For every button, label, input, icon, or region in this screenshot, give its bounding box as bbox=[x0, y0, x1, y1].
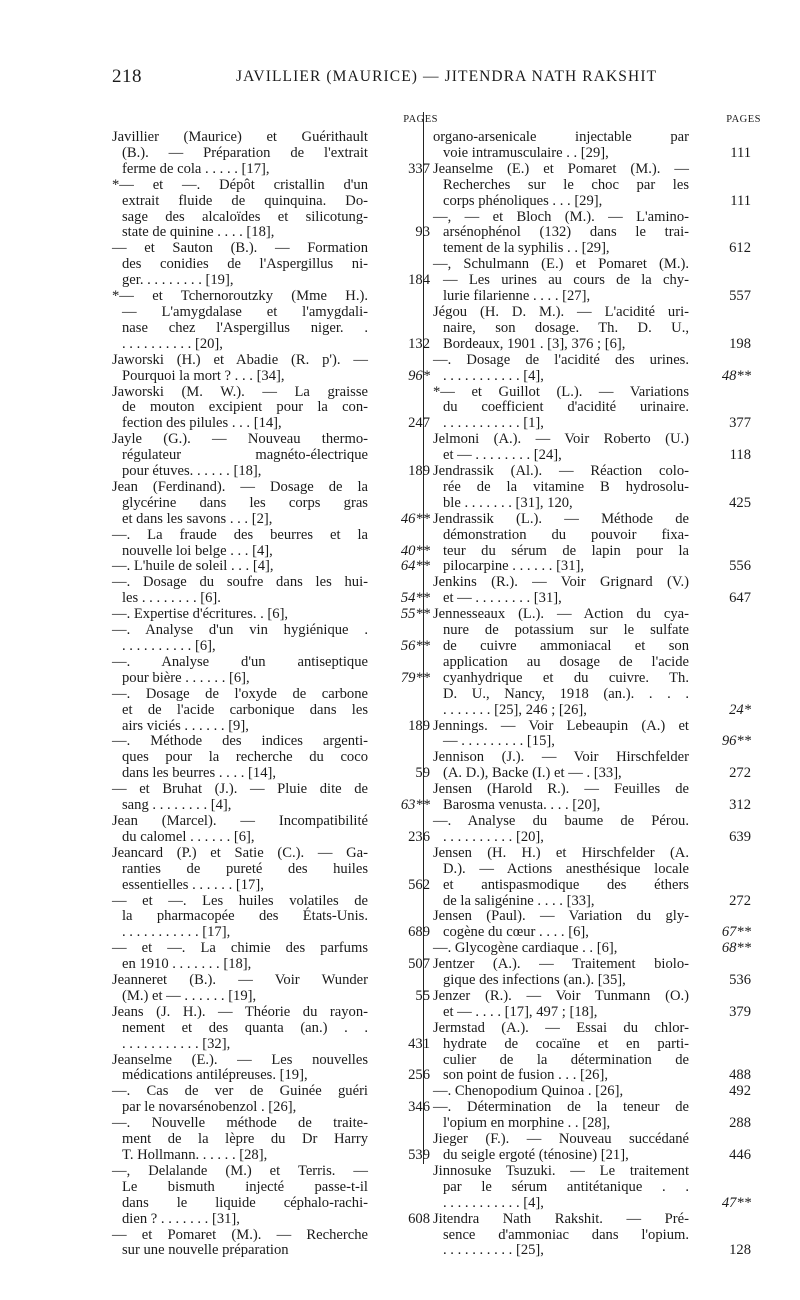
entry-text-line: teur du sérum de lapin pour la bbox=[443, 542, 689, 559]
entry-text-line: et de l'acide carbonique dans les bbox=[122, 701, 368, 718]
entry-text-line: Jennings. — Voir Lebeaupin (A.) et bbox=[433, 717, 689, 734]
entry-page-number: 446 bbox=[729, 1147, 751, 1163]
entry-page-number: 689 bbox=[408, 924, 430, 941]
index-entry bbox=[433, 782, 751, 814]
entry-text-line: — et —. La chimie des parfums bbox=[112, 940, 368, 957]
right-entry-list bbox=[433, 130, 751, 1259]
entry-text-line: les . . . . . . . . [6]. bbox=[122, 590, 221, 607]
entry-text-line: régulateur magnéto-électrique bbox=[122, 447, 368, 464]
entry-text-line: ment de la lèpre du Dr Harry bbox=[122, 1131, 368, 1148]
index-entry bbox=[112, 432, 430, 480]
entry-text-line: *— et Guillot (L.). — Variations bbox=[433, 383, 689, 400]
entry-page-number: 539 bbox=[408, 1147, 430, 1163]
entry-page-number: 79** bbox=[400, 669, 430, 686]
index-entry bbox=[112, 130, 430, 178]
entry-page-number: 68** bbox=[721, 940, 751, 957]
index-entry bbox=[112, 1228, 430, 1260]
entry-text-line: Jenzer (R.). — Voir Tunmann (O.) bbox=[433, 987, 689, 1004]
entry-page-number: 118 bbox=[729, 447, 751, 464]
entry-text-line: —. La fraude des beurres et la bbox=[112, 526, 368, 543]
entry-text-line: tement de la syphilis . . [29], bbox=[443, 240, 610, 257]
entry-text-line: Jensen (H. H.) et Hirschfelder (A. bbox=[433, 844, 689, 861]
entry-text-line: — et —. Les huiles volatiles de bbox=[112, 892, 368, 909]
entry-page-number: 612 bbox=[729, 240, 751, 257]
entry-text-line: . . . . . . . [25], 246 ; [26], bbox=[443, 701, 587, 718]
entry-text-line: state de quinine . . . . [18], bbox=[122, 224, 275, 241]
entry-text-line: voie intramusculaire . . [29], bbox=[443, 144, 609, 161]
entry-text-line: . . . . . . . . . . [20], bbox=[122, 335, 223, 352]
index-entry bbox=[433, 257, 751, 305]
index-entry bbox=[112, 1116, 430, 1164]
entry-text-line: . . . . . . . . . . . [1], bbox=[443, 415, 544, 432]
index-entry bbox=[433, 1132, 751, 1164]
index-entry bbox=[112, 241, 430, 289]
entry-text-line: Jeanselme (E.) et Pomaret (M.). — bbox=[433, 160, 689, 177]
entry-page-number: 377 bbox=[729, 415, 751, 432]
entry-text-line: (A. D.), Backe (I.) et — . [33], bbox=[443, 765, 622, 782]
entry-page-number: 189 bbox=[408, 463, 430, 480]
entry-text-line: . . . . . . . . . . . [32], bbox=[122, 1035, 231, 1052]
entry-text-line: par le novarsénobenzol . [26], bbox=[122, 1099, 297, 1116]
index-entry bbox=[112, 559, 430, 575]
entry-text-line: . . . . . . . . . . [20], bbox=[443, 828, 544, 845]
entry-text-line: sur une nouvelle préparation bbox=[122, 1242, 289, 1259]
entry-text-line: Jaworski (M. W.). — La graisse bbox=[112, 383, 368, 400]
entry-text-line: dien ? . . . . . . . [31], bbox=[122, 1210, 240, 1227]
entry-text-line: Barosma venusta. . . . [20], bbox=[443, 797, 601, 814]
entry-text-line: . . . . . . . . . . . [17], bbox=[122, 924, 231, 941]
index-entry bbox=[112, 655, 430, 687]
index-entry bbox=[112, 1164, 430, 1228]
index-entry bbox=[433, 909, 751, 941]
page-number: 218 bbox=[112, 66, 142, 87]
entry-text-line: Jeanselme (E.). — Les nouvelles bbox=[112, 1051, 368, 1068]
index-entry bbox=[433, 385, 751, 433]
entry-page-number: 67** bbox=[721, 924, 751, 941]
entry-text-line: D. U., Nancy, 1918 (an.). . . . bbox=[443, 685, 689, 702]
index-entry bbox=[112, 687, 430, 735]
entry-text-line: (B.). — Préparation de l'extrait bbox=[122, 144, 368, 161]
index-entry bbox=[433, 989, 751, 1021]
entry-text-line: dans les beurres . . . . [14], bbox=[122, 765, 277, 782]
index-entry bbox=[112, 782, 430, 814]
index-entry bbox=[433, 1021, 751, 1085]
entry-text-line: et antispasmodique des éthers bbox=[443, 876, 689, 893]
entry-page-number: 54** bbox=[400, 590, 430, 607]
entry-page-number: 96* bbox=[408, 367, 430, 384]
entry-text-line: . . . . . . . . . . [6], bbox=[122, 638, 216, 654]
entry-text-line: Javillier (Maurice) et Guérithault bbox=[112, 129, 368, 145]
entry-text-line: T. Hollmann. . . . . . [28], bbox=[122, 1147, 268, 1163]
entry-text-line: —. Glycogène cardiaque . . [6], bbox=[433, 940, 618, 957]
entry-page-number: 379 bbox=[729, 1003, 751, 1020]
entry-page-number: 111 bbox=[730, 192, 751, 209]
index-entry bbox=[433, 305, 751, 353]
index-entry bbox=[433, 1084, 751, 1100]
entry-text-line: — et Bruhat (J.). — Pluie dite de bbox=[112, 781, 368, 798]
entry-text-line: médications antilépreuses. [19], bbox=[122, 1067, 308, 1084]
entry-text-line: Jennison (J.). — Voir Hirschfelder bbox=[433, 749, 689, 766]
entry-text-line: du seigle ergoté (ténosine) [21], bbox=[443, 1147, 629, 1163]
entry-text-line: Recherches sur le choc par les bbox=[443, 176, 689, 193]
entry-text-line: ger. . . . . . . . . [19], bbox=[122, 272, 234, 289]
entry-text-line: la pharmacopée des États-Unis. bbox=[122, 908, 368, 925]
entry-text-line: Jelmoni (A.). — Voir Roberto (U.) bbox=[433, 431, 689, 448]
entry-text-line: fection des pilules . . . [14], bbox=[122, 415, 282, 432]
entry-page-number: 128 bbox=[729, 1242, 751, 1259]
entry-text-line: sence d'ammoniac dans l'opium. bbox=[443, 1226, 689, 1243]
entry-text-line: l'opium en morphine . . [28], bbox=[443, 1115, 611, 1132]
entry-text-line: *— et —. Dépôt cristallin d'un bbox=[112, 176, 368, 193]
entry-text-line: airs viciés . . . . . . [9], bbox=[122, 717, 249, 734]
entry-page-number: 536 bbox=[729, 972, 751, 989]
entry-text-line: Jean (Ferdinand). — Dosage de la bbox=[112, 478, 368, 495]
entry-page-number: 46** bbox=[400, 510, 430, 527]
entry-text-line: —. L'huile de soleil . . . [4], bbox=[112, 558, 274, 575]
entry-text-line: culier de la détermination de bbox=[443, 1051, 689, 1068]
index-entry bbox=[433, 210, 751, 258]
entry-text-line: —. Chenopodium Quinoa . [26], bbox=[433, 1083, 624, 1100]
entry-text-line: —. Cas de ver de Guinée guéri bbox=[112, 1083, 368, 1100]
entry-text-line: . . . . . . . . . . [25], bbox=[443, 1242, 544, 1259]
entry-page-number: 184 bbox=[408, 272, 430, 289]
index-entry bbox=[433, 575, 751, 607]
entry-page-number: 247 bbox=[408, 415, 430, 432]
index-entry bbox=[112, 734, 430, 782]
entry-text-line: —, Schulmann (E.) et Pomaret (M.). bbox=[433, 256, 689, 273]
entry-page-number: 557 bbox=[729, 288, 751, 305]
entry-text-line: démonstration du pouvoir fixa- bbox=[443, 526, 689, 543]
entry-text-line: cogène du cœur . . . . [6], bbox=[443, 924, 589, 941]
entry-text-line: Bordeaux, 1901 . [3], 376 ; [6], bbox=[443, 335, 626, 352]
index-entry bbox=[112, 846, 430, 894]
entry-text-line: Jean (Marcel). — Incompatibilité bbox=[112, 812, 368, 829]
index-entry bbox=[433, 957, 751, 989]
entry-text-line: et — . . . . [17], 497 ; [18], bbox=[443, 1003, 598, 1020]
index-entry bbox=[112, 607, 430, 623]
entry-text-line: pilocarpine . . . . . . [31], bbox=[443, 558, 585, 575]
entry-text-line: par le sérum antitétanique . . bbox=[443, 1178, 689, 1195]
entry-page-number: 59 bbox=[415, 765, 430, 782]
entry-text-line: Le bismuth injecté passe-t-il bbox=[122, 1178, 368, 1195]
index-entry bbox=[433, 432, 751, 464]
entry-text-line: arsénophénol (132) dans le trai- bbox=[443, 224, 689, 241]
entry-page-number: 425 bbox=[729, 494, 751, 511]
index-entry bbox=[112, 528, 430, 560]
entry-text-line: de cuivre ammoniacal et son bbox=[443, 638, 689, 654]
entry-text-line: en 1910 . . . . . . . [18], bbox=[122, 956, 252, 973]
index-entry bbox=[112, 814, 430, 846]
entry-text-line: Jennesseaux (L.). — Action du cya- bbox=[433, 606, 689, 623]
entry-text-line: Jeancard (P.) et Satie (C.). — Ga- bbox=[112, 844, 368, 861]
entry-text-line: ble . . . . . . . [31], 120, bbox=[443, 494, 573, 511]
entry-text-line: rée de la vitamine B hydrosolu- bbox=[443, 478, 689, 495]
entry-text-line: Jégou (H. D. M.). — L'acidité uri- bbox=[433, 303, 689, 320]
entry-page-number: 272 bbox=[729, 892, 751, 909]
index-entry bbox=[112, 289, 430, 353]
entry-text-line: gique des infections (an.). [35], bbox=[443, 972, 626, 989]
entry-text-line: Jentzer (A.). — Traitement biolo- bbox=[433, 956, 689, 973]
index-entry bbox=[433, 941, 751, 957]
entry-text-line: pour bière . . . . . . [6], bbox=[122, 669, 250, 686]
entry-page-number: 507 bbox=[408, 956, 430, 973]
entry-text-line: cyanhydrique et du cuivre. Th. bbox=[443, 669, 689, 686]
index-entry bbox=[433, 607, 751, 718]
entry-page-number: 198 bbox=[729, 335, 751, 352]
index-entry bbox=[112, 973, 430, 1005]
entry-text-line: Jaworski (H.) et Abadie (R. p'). — bbox=[112, 351, 368, 368]
entry-text-line: ques pour la recherche du coco bbox=[122, 749, 368, 766]
index-entry bbox=[112, 1005, 430, 1053]
entry-text-line: Jieger (F.). — Nouveau succédané bbox=[433, 1131, 689, 1148]
entry-page-number: 312 bbox=[729, 797, 751, 814]
entry-page-number: 132 bbox=[408, 335, 430, 352]
entry-text-line: —. Dosage de l'oxyde de carbone bbox=[112, 685, 368, 702]
index-entry bbox=[433, 162, 751, 210]
index-entry bbox=[112, 178, 430, 242]
entry-text-line: Jeans (J. H.). — Théorie du rayon- bbox=[112, 1003, 368, 1020]
entry-text-line: —. Analyse du baume de Pérou. bbox=[433, 812, 689, 829]
entry-page-number: 647 bbox=[729, 590, 751, 607]
index-entry bbox=[112, 480, 430, 528]
entry-text-line: . . . . . . . . . . . [4], bbox=[443, 1194, 544, 1211]
entry-text-line: son point de fusion . . . [26], bbox=[443, 1067, 608, 1084]
entry-page-number: 55** bbox=[400, 606, 430, 623]
entry-text-line: lurie filarienne . . . . [27], bbox=[443, 288, 591, 305]
entry-text-line: — et Sauton (B.). — Formation bbox=[112, 240, 368, 257]
entry-text-line: *— et Tchernoroutzky (Mme H.). bbox=[112, 288, 368, 305]
entry-text-line: nase chez l'Aspergillus niger. . bbox=[122, 319, 368, 336]
entry-page-number: 96** bbox=[721, 733, 751, 750]
entry-page-number: 488 bbox=[729, 1067, 751, 1084]
entry-text-line: sage des alcaloïdes et silicotung- bbox=[122, 208, 368, 225]
entry-text-line: du coefficient d'acidité urinaire. bbox=[443, 399, 689, 416]
entry-text-line: ferme de cola . . . . . [17], bbox=[122, 160, 270, 177]
entry-page-number: 189 bbox=[408, 717, 430, 734]
index-entry bbox=[112, 941, 430, 973]
entry-page-number: 47** bbox=[721, 1194, 751, 1211]
entry-text-line: organo-arsenicale injectable par bbox=[433, 129, 689, 145]
entry-text-line: du calomel . . . . . . [6], bbox=[122, 828, 255, 845]
entry-text-line: de la saligénine . . . . [33], bbox=[443, 892, 595, 909]
entry-text-line: essentielles . . . . . . [17], bbox=[122, 876, 264, 893]
entry-page-number: 93 bbox=[415, 224, 430, 241]
entry-text-line: de mouton excipient pour la con- bbox=[122, 399, 368, 416]
left-entry-list bbox=[112, 130, 430, 1259]
entry-text-line: —, — et Bloch (M.). — L'amino- bbox=[433, 208, 689, 225]
entry-text-line: hydrate de cocaïne et en parti- bbox=[443, 1035, 689, 1052]
entry-text-line: Jermstad (A.). — Essai du chlor- bbox=[433, 1019, 689, 1036]
index-entry bbox=[112, 1053, 430, 1085]
entry-page-number: 56** bbox=[400, 638, 430, 654]
index-entry bbox=[433, 130, 751, 162]
index-entry bbox=[433, 1212, 751, 1260]
entry-text-line: Jinnosuke Tsuzuki. — Le traitement bbox=[433, 1162, 689, 1179]
index-entry bbox=[112, 623, 430, 655]
entry-text-line: extrait fluide de quinquina. Do- bbox=[122, 192, 368, 209]
pages-column-header: PAGES bbox=[403, 114, 438, 125]
entry-text-line: et — . . . . . . . . [31], bbox=[443, 590, 562, 607]
entry-text-line: D.). — Actions anesthésique locale bbox=[443, 860, 689, 877]
entry-text-line: nouvelle loi belge . . . [4], bbox=[122, 542, 273, 559]
entry-text-line: Pourquoi la mort ? . . . [34], bbox=[122, 367, 285, 384]
entry-page-number: 24* bbox=[729, 701, 751, 718]
entry-page-number: 40** bbox=[400, 542, 430, 559]
entry-text-line: Jitendra Nath Rakshit. — Pré- bbox=[433, 1210, 689, 1227]
entry-text-line: glycérine dans les corps gras bbox=[122, 494, 368, 511]
left-column bbox=[112, 114, 438, 1274]
entry-page-number: 492 bbox=[729, 1083, 751, 1100]
entry-page-number: 431 bbox=[408, 1035, 430, 1052]
entry-page-number: 337 bbox=[408, 160, 430, 177]
index-entry bbox=[112, 894, 430, 942]
entry-page-number: 288 bbox=[729, 1115, 751, 1132]
index-entry bbox=[433, 353, 751, 385]
entry-text-line: —. Détermination de la teneur de bbox=[433, 1099, 689, 1116]
running-header bbox=[0, 66, 800, 88]
entry-text-line: — . . . . . . . . . [15], bbox=[443, 733, 555, 750]
entry-text-line: Jayle (G.). — Nouveau thermo- bbox=[112, 431, 368, 448]
entry-text-line: Jendrassik (Al.). — Réaction colo- bbox=[433, 463, 689, 480]
entry-page-number: 236 bbox=[408, 828, 430, 845]
entry-text-line: —. Méthode des indices argenti- bbox=[112, 733, 368, 750]
entry-text-line: —. Nouvelle méthode de traite- bbox=[112, 1115, 368, 1132]
index-entry bbox=[433, 512, 751, 576]
entry-page-number: 55 bbox=[415, 987, 430, 1004]
entry-page-number: 272 bbox=[729, 765, 751, 782]
entry-text-line: —, Delalande (M.) et Terris. — bbox=[112, 1162, 368, 1179]
pages-column-header: PAGES bbox=[726, 114, 761, 125]
index-entry bbox=[112, 1084, 430, 1116]
entry-text-line: (M.) et — . . . . . . [19], bbox=[122, 987, 257, 1004]
entry-page-number: 639 bbox=[729, 828, 751, 845]
entry-text-line: application au dosage de l'acide bbox=[443, 653, 689, 670]
entry-text-line: —. Dosage de l'acidité des urines. bbox=[433, 351, 689, 368]
entry-text-line: et — . . . . . . . . [24], bbox=[443, 447, 562, 464]
entry-text-line: pour étuves. . . . . . [18], bbox=[122, 463, 262, 480]
entry-text-line: dans le liquide céphalo-rachi- bbox=[122, 1194, 368, 1211]
entry-text-line: — et Pomaret (M.). — Recherche bbox=[112, 1226, 368, 1243]
entry-text-line: —. Analyse d'un antiseptique bbox=[112, 653, 368, 670]
entry-page-number: 346 bbox=[408, 1099, 430, 1116]
index-entry bbox=[433, 719, 751, 751]
entry-text-line: Jensen (Paul). — Variation du gly- bbox=[433, 908, 689, 925]
index-entry bbox=[433, 846, 751, 910]
entry-page-number: 608 bbox=[408, 1210, 430, 1227]
index-entry bbox=[433, 464, 751, 512]
entry-text-line: et dans les savons . . . [2], bbox=[122, 510, 273, 527]
entry-page-number: 562 bbox=[408, 876, 430, 893]
entry-text-line: naire, son dosage. Th. D. U., bbox=[443, 319, 689, 336]
entry-text-line: — Les urines au cours de la chy- bbox=[443, 272, 689, 289]
entry-text-line: Jendrassik (L.). — Méthode de bbox=[433, 510, 689, 527]
entry-text-line: ranties de pureté des huiles bbox=[122, 860, 368, 877]
index-entry bbox=[433, 1100, 751, 1132]
running-title: JAVILLIER (MAURICE) — JITENDRA NATH RAKSHIT bbox=[236, 68, 658, 85]
entry-text-line: sang . . . . . . . . [4], bbox=[122, 797, 232, 814]
entry-text-line: Jenkins (R.). — Voir Grignard (V.) bbox=[433, 574, 689, 591]
index-entry bbox=[433, 750, 751, 782]
entry-text-line: —. Dosage du soufre dans les hui- bbox=[112, 574, 368, 591]
index-entry bbox=[112, 385, 430, 433]
right-column bbox=[433, 114, 761, 1274]
entry-text-line: corps phénoliques . . . [29], bbox=[443, 192, 603, 209]
entry-text-line: . . . . . . . . . . . [4], bbox=[443, 367, 544, 384]
entry-page-number: 63** bbox=[400, 797, 430, 814]
index-entry bbox=[433, 814, 751, 846]
entry-page-number: 111 bbox=[730, 144, 751, 161]
entry-text-line: —. Analyse d'un vin hygiénique . bbox=[112, 622, 368, 639]
entry-text-line: nement et des quanta (an.) . . bbox=[122, 1019, 368, 1036]
entry-page-number: 256 bbox=[408, 1067, 430, 1084]
index-entry bbox=[112, 353, 430, 385]
entry-text-line: nure de potassium sur le sulfate bbox=[443, 622, 689, 639]
entry-page-number: 556 bbox=[729, 558, 751, 575]
entry-text-line: — L'amygdalase et l'amygdali- bbox=[122, 303, 368, 320]
entry-text-line: Jeanneret (B.). — Voir Wunder bbox=[112, 972, 368, 989]
entry-text-line: Jensen (Harold R.). — Feuilles de bbox=[433, 781, 689, 798]
entry-page-number: 48** bbox=[721, 367, 751, 384]
index-entry bbox=[112, 575, 430, 607]
entry-page-number: 64** bbox=[400, 558, 430, 575]
entry-text-line: des conidies de l'Aspergillus ni- bbox=[122, 256, 368, 273]
index-entry bbox=[433, 1164, 751, 1212]
entry-text-line: —. Expertise d'écritures. . [6], bbox=[112, 606, 289, 623]
